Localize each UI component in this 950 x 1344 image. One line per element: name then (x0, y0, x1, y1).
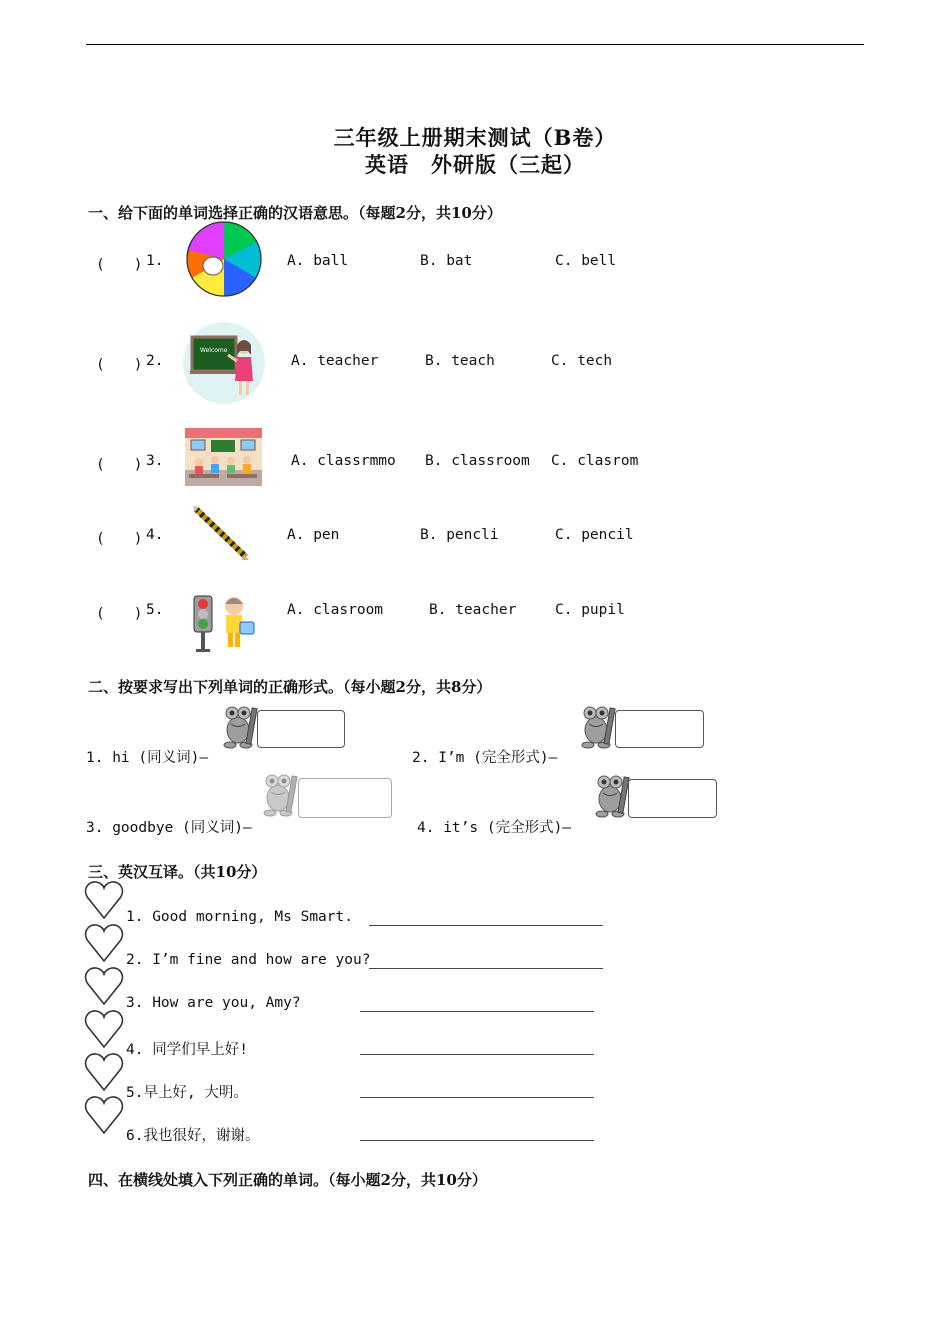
s3-item6: 6.我也很好，谢谢。 (126, 1128, 260, 1144)
q5-paren: ( ) (96, 606, 143, 622)
s2-item1: 1. hi (同义词)— (86, 750, 209, 766)
q1-number: 1. (146, 253, 164, 269)
section1-heading: 一、给下面的单词选择正确的汉语意思。（每题2分，共10分） (88, 204, 502, 222)
q4-number: 4. (146, 527, 164, 543)
q3-option-b: B. classroom (425, 453, 530, 469)
q4-paren: ( ) (96, 531, 143, 547)
heart-outline-icon (84, 1095, 126, 1137)
s3-item3: 3. How are you, Amy? (126, 995, 301, 1011)
s2-answer-box2[interactable] (615, 710, 704, 748)
s2-answer-box3[interactable] (298, 778, 392, 818)
q2-paren: ( ) (96, 357, 143, 373)
svg-text:Welcome: Welcome (200, 347, 228, 354)
s2-answer-box1[interactable] (257, 710, 345, 748)
page-subtitle: 英语 外研版（三起） (365, 152, 585, 177)
q1-paren: ( ) (96, 257, 143, 273)
s2-item2: 2. I’m (完全形式)— (412, 750, 558, 766)
teacher-image (182, 321, 266, 405)
q3-option-c: C. clasrom (551, 453, 639, 469)
q5-option-a: A. clasroom (287, 602, 384, 618)
s3-answer-line2[interactable] (369, 968, 603, 969)
s3-item1: 1. Good morning, Ms Smart. (126, 909, 353, 925)
heart-outline-icon (84, 1052, 126, 1094)
s3-item5: 5.早上好, 大明。 (126, 1085, 248, 1101)
q1-option-c: C. bell (555, 253, 617, 269)
heart-outline-icon (84, 966, 126, 1008)
q2-number: 2. (146, 353, 164, 369)
s2-answer-box4[interactable] (628, 779, 717, 818)
s3-answer-line4[interactable] (360, 1054, 594, 1055)
q5-option-c: C. pupil (555, 602, 625, 618)
q2-option-a: A. teacher (291, 353, 379, 369)
s2-item3: 3. goodbye (同义词)— (86, 820, 252, 836)
q2-option-c: C. tech (551, 353, 613, 369)
q5-option-b: B. teacher (429, 602, 517, 618)
heart-outline-icon (84, 880, 126, 922)
frog-pencil-icon (262, 770, 300, 820)
s3-answer-line5[interactable] (360, 1097, 594, 1098)
frog-pencil-icon (222, 702, 260, 752)
frog-pencil-icon (580, 702, 618, 752)
section4-heading: 四、在横线处填入下列正确的单词。（每小题2分，共10分） (88, 1171, 487, 1189)
classroom-image (185, 428, 262, 486)
section2-heading: 二、按要求写出下列单词的正确形式。（每小题2分，共8分） (88, 678, 492, 696)
q4-option-c: C. pencil (555, 527, 634, 543)
heart-outline-icon (84, 1009, 126, 1051)
s3-item2: 2. I’m fine and how are you? (126, 952, 371, 968)
heart-outline-icon (84, 923, 126, 965)
q3-paren: ( ) (96, 457, 143, 473)
ball-image (184, 220, 264, 298)
q4-option-b: B. pencli (420, 527, 499, 543)
q3-number: 3. (146, 453, 164, 469)
q2-option-b: B. teach (425, 353, 495, 369)
q3-option-a: A. classrmmo (291, 453, 396, 469)
s3-item4: 4. 同学们早上好! (126, 1042, 248, 1058)
s2-item4: 4. it’s (完全形式)— (417, 820, 572, 836)
s3-answer-line1[interactable] (369, 925, 603, 926)
section3-heading: 三、英汉互译。（共10分） (88, 863, 267, 881)
frog-pencil-icon (594, 771, 632, 821)
q5-number: 5. (146, 602, 164, 618)
header-rule (86, 44, 864, 45)
page-title: 三年级上册期末测试（B卷） (333, 125, 617, 150)
q1-option-b: B. bat (420, 253, 473, 269)
q1-option-a: A. ball (287, 253, 349, 269)
s3-answer-line3[interactable] (360, 1011, 594, 1012)
q4-option-a: A. pen (287, 527, 340, 543)
s3-answer-line6[interactable] (360, 1140, 594, 1141)
pencil-image (190, 505, 250, 561)
pupil-image (188, 592, 264, 656)
